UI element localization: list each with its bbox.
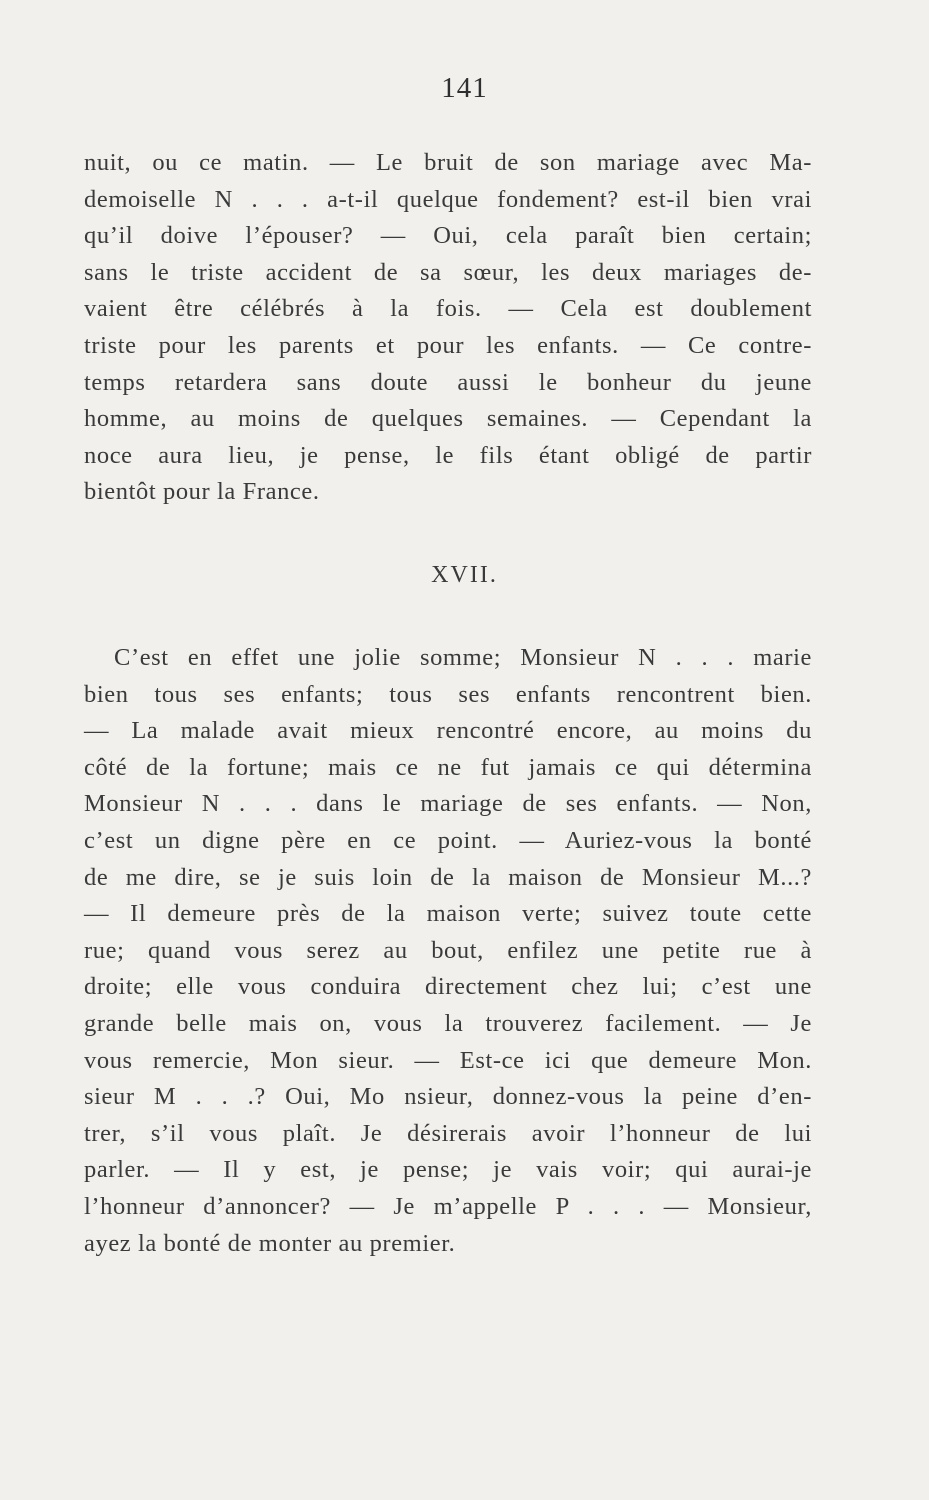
text-line: parler. — Il y est, je pense; je vais voir; qui aurai-je [84,1156,812,1184]
text-line: trer, s’il vous plaît. Je désirerais avoir l’honneur de lui [84,1119,812,1147]
text-line: triste pour les parents et pour les enfants. — Ce contre- [84,331,812,359]
text-line: homme, au moins de quelques semaines. — Cependant la [84,405,812,433]
paragraph-section-xvii [84,640,812,1262]
text-line: rue; quand vous serez au bout, enfilez une petite rue à [84,936,812,964]
text-line: demoiselle N . . . a-t-il quelque fondement? est-il bien vrai [84,185,812,213]
text-line: grande belle mais on, vous la trouverez facilement. — Je [84,1009,812,1037]
section-heading: XVII. [431,562,498,588]
text-line: sieur M . . .? Oui, Mo nsieur, donnez-vous la peine d’en- [84,1083,812,1111]
text-line: c’est un digne père en ce point. — Auriez-vous la bonté [84,826,812,854]
text-line: bientôt pour la France. [84,478,320,506]
text-line: de me dire, se je suis loin de la maison de Monsieur M...? [84,863,812,891]
text-line: bien tous ses enfants; tous ses enfants rencontrent bien. [84,680,812,708]
text-line: sans le triste accident de sa sœur, les deux mariages de- [84,258,812,286]
text-line: vaient être célébrés à la fois. — Cela est doublement [84,295,812,323]
page-number: 141 [441,72,488,104]
text-line: ayez la bonté de monter au premier. [84,1229,456,1257]
text-line: droite; elle vous conduira directement chez lui; c’est une [84,973,812,1001]
paragraph-continued [84,145,812,511]
text-line: côté de la fortune; mais ce ne fut jamais ce qui détermina [84,753,812,781]
text-line: qu’il doive l’épouser? — Oui, cela paraît bien certain; [84,222,812,250]
text-line: nuit, ou ce matin. — Le bruit de son mariage avec Ma- [84,149,812,176]
text-line: l’honneur d’annoncer? — Je m’appelle P . . . — Monsieur, [84,1192,812,1220]
text-line: noce aura lieu, je pense, le fils étant obligé de partir [84,441,812,469]
text-line: — Il demeure près de la maison verte; suivez toute cette [84,900,812,928]
text-line: Monsieur N . . . dans le mariage de ses enfants. — Non, [84,790,812,818]
text-line: — La malade avait mieux rencontré encore, au moins du [84,717,812,745]
text-line: vous remercie, Mon sieur. — Est-ce ici que demeure Mon. [84,1046,812,1074]
text-line: temps retardera sans doute aussi le bonheur du jeune [84,368,812,396]
text-line: C’est en effet une jolie somme; Monsieur N . . . marie [114,644,812,671]
